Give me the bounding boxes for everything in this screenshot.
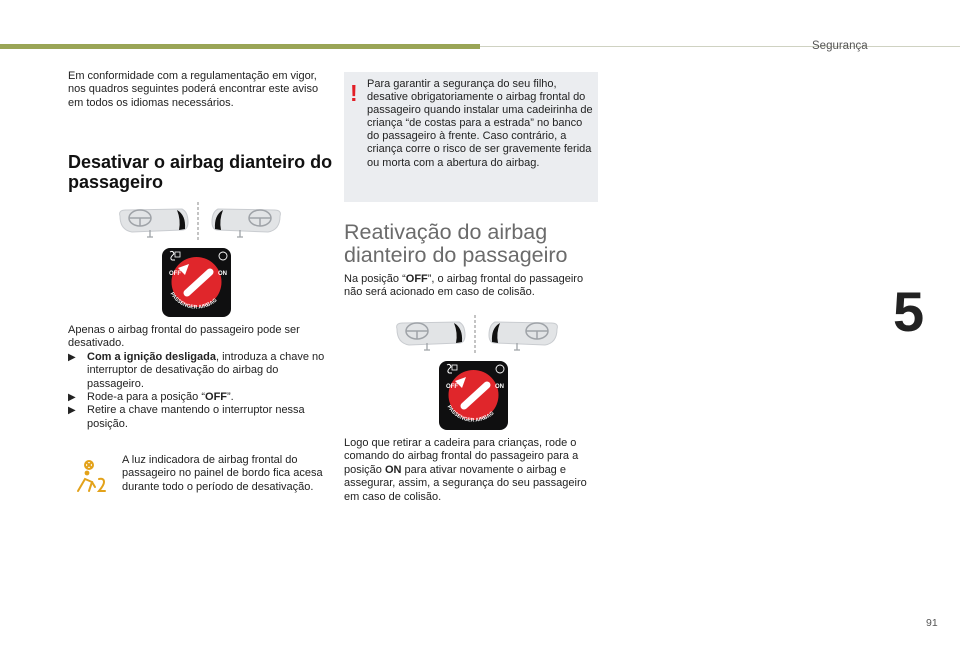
bullet-arrow-icon: ▶ <box>68 351 76 363</box>
warning-light-description: A luz indicadora de airbag frontal do passageiro no painel de bordo fica acesa durante todo o período de desativação. <box>122 454 323 493</box>
deactivation-intro: Apenas o airbag frontal do passageiro pode ser desativado. <box>68 324 300 350</box>
airbag-off-warning-light-icon <box>73 458 113 498</box>
chapter-number: 5 <box>893 280 925 343</box>
text-pre: Logo que retirar a cadeira para crianças, rode o comando do airbag frontal do passageiro para a posição <box>344 437 579 476</box>
header-rule <box>480 46 960 47</box>
right-position-handle <box>212 209 280 237</box>
step-text: , introduza a chave no interruptor de desativação do airbag do passageiro. <box>87 350 325 390</box>
switch-on-label: ON <box>218 271 227 277</box>
step-emphasis: OFF <box>205 391 228 404</box>
step-text-post: ”. <box>227 391 234 404</box>
switch-off-label: OFF <box>446 384 458 390</box>
text-pre: Na posição “ <box>344 273 406 285</box>
step-text-pre: Rode-a para a posição “ <box>87 391 206 404</box>
airbag-key-switch <box>439 361 508 430</box>
section-heading-reactivate: Reativação do airbag dianteiro do passageiro <box>344 220 568 267</box>
step-text: Retire a chave mantendo o interruptor nessa posição. <box>87 404 305 430</box>
bullet-arrow-icon: ▶ <box>68 405 76 417</box>
page-number: 91 <box>926 617 938 629</box>
text-post: ”, o airbag frontal do passageiro não será acionado em caso de colisão. <box>344 273 584 299</box>
step-item <box>68 391 330 404</box>
switch-off-label: OFF <box>169 271 181 277</box>
caution-text: Para garantir a segurança do seu filho, desative obrigatoriamente o airbag frontal do passageiro quando instalar uma cadeirinha de criança “de costas para a estrada” no banco do passageiro à frente. Caso contrário, a criança corre o risco de ser gravemente ferida ou morta com a abertura do airbag. <box>367 78 593 169</box>
text-post: para ativar novamente o airbag e assegurar, assim, a segurança do seu passageiro em caso de colisão. <box>344 463 587 503</box>
left-position-handle <box>120 209 188 237</box>
section-heading-deactivate: Desativar o airbag dianteiro do passageiro <box>68 152 333 192</box>
text-emphasis: ON <box>384 463 402 476</box>
switch-ring-label: PASSENGER AIRBAG <box>445 404 496 424</box>
left-position-handle <box>397 322 465 350</box>
bullet-arrow-icon: ▶ <box>68 392 76 404</box>
reactivation-paragraph-off <box>344 273 599 300</box>
airbag-switch-figure <box>110 200 290 320</box>
step-item <box>68 351 330 391</box>
step-emphasis: Com a ignição desligada <box>87 350 216 363</box>
switch-illustration <box>110 200 290 320</box>
intro-paragraph: Em conformidade com a regulamentação em vigor, nos quadros seguintes poderá encontrar este aviso em todos os idiomas necessários. <box>68 70 319 109</box>
header-accent-bar <box>0 44 480 49</box>
caution-box <box>344 72 598 202</box>
text-emphasis: OFF <box>405 273 428 285</box>
section-title: Segurança <box>812 40 868 52</box>
switch-on-label: ON <box>495 384 504 390</box>
warning-exclamation-icon: ! <box>350 80 358 106</box>
right-position-handle <box>489 322 557 350</box>
deactivation-instructions <box>68 324 330 431</box>
airbag-switch-figure <box>387 313 567 433</box>
switch-illustration <box>387 313 567 433</box>
airbag-key-switch <box>162 248 231 317</box>
step-item <box>68 404 330 431</box>
switch-ring-label: PASSENGER AIRBAG <box>168 291 219 311</box>
reactivation-paragraph-on <box>344 437 604 504</box>
